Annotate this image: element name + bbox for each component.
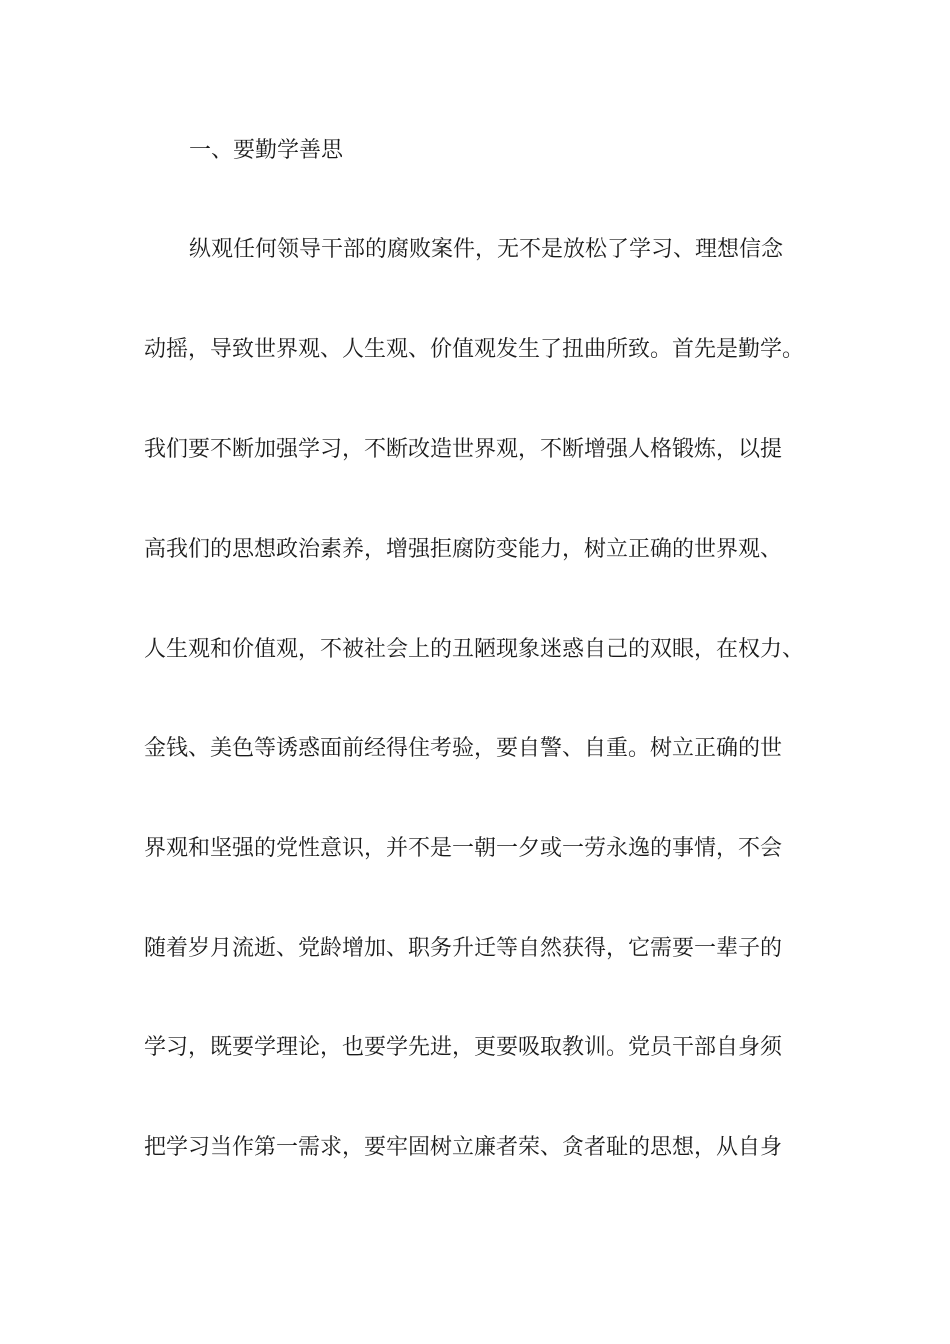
paragraph-line: 动摇，导致世界观、人生观、价值观发生了扭曲所致。首先是勤学。 — [144, 337, 805, 362]
paragraph-line: 高我们的思想政治素养，增强拒腐防变能力，树立正确的世界观、 — [144, 537, 783, 562]
paragraph-line: 我们要不断加强学习，不断改造世界观，不断增强人格锻炼，以提 — [144, 437, 783, 462]
paragraph-line: 把学习当作第一需求，要牢固树立廉者荣、贪者耻的思想，从自身 — [144, 1135, 783, 1160]
section-heading: 一、要勤学善思 — [189, 138, 344, 163]
paragraph-line: 随着岁月流逝、党龄增加、职务升迁等自然获得，它需要一辈子的 — [144, 936, 783, 961]
paragraph-line: 纵观任何领导干部的腐败案件，无不是放松了学习、理想信念 — [189, 237, 784, 262]
paragraph-line: 学习，既要学理论，也要学先进，更要吸取教训。党员干部自身须 — [144, 1035, 783, 1060]
paragraph-line: 人生观和价值观，不被社会上的丑陋现象迷惑自己的双眼，在权力、 — [144, 637, 805, 662]
paragraph-line: 界观和坚强的党性意识，并不是一朝一夕或一劳永逸的事情，不会 — [144, 836, 783, 861]
paragraph-line: 金钱、美色等诱惑面前经得住考验，要自警、自重。树立正确的世 — [144, 736, 783, 761]
